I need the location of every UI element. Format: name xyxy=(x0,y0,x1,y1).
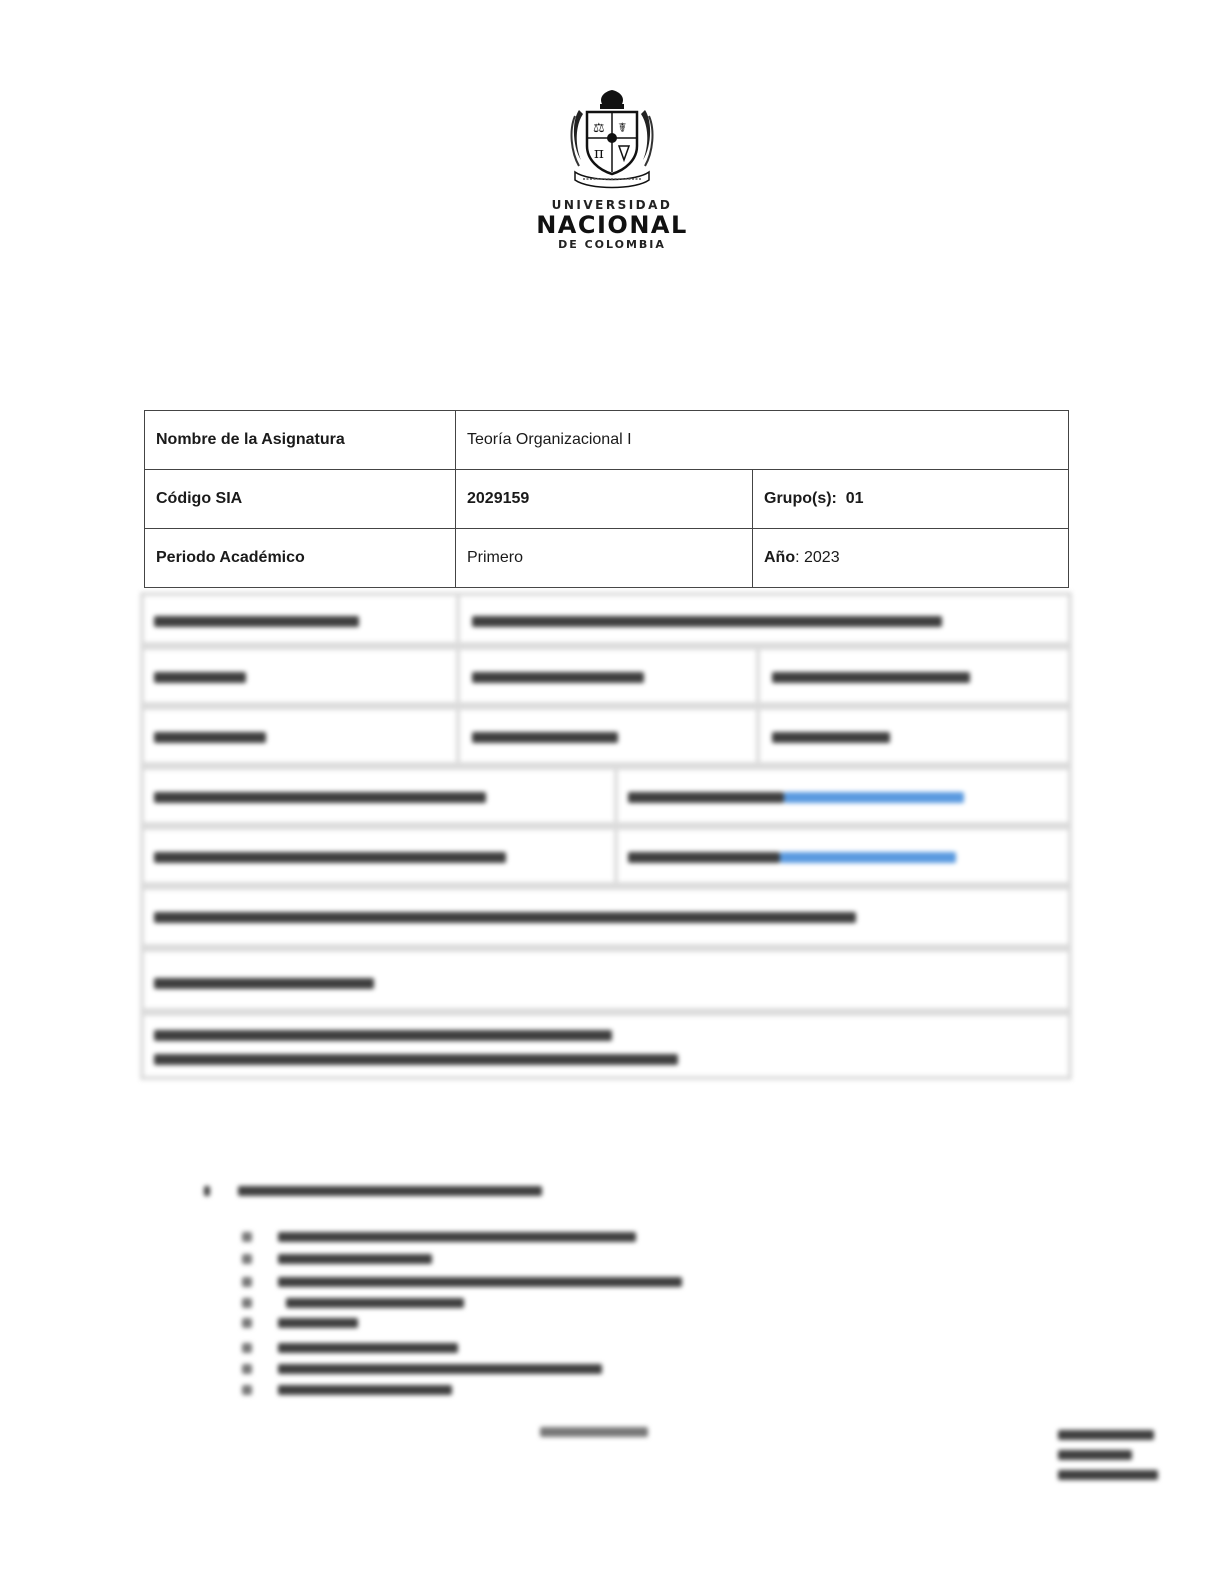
university-crest-icon xyxy=(569,86,655,190)
group-value: 01 xyxy=(845,490,864,507)
code-label: Código SIA xyxy=(145,470,456,529)
year-cell: Año: 2023 xyxy=(753,529,1069,588)
redacted-footer-note xyxy=(1058,1426,1162,1484)
institution-line-1: UNIVERSIDAD xyxy=(551,198,673,212)
redacted-list xyxy=(200,1180,700,1410)
table-row xyxy=(145,470,1069,529)
redacted-row xyxy=(140,1012,1072,1080)
institution-line-2: NACIONAL xyxy=(536,211,688,239)
course-info-table xyxy=(144,410,1069,588)
period-value: Primero xyxy=(456,529,753,588)
svg-text:☤: ☤ xyxy=(618,121,627,136)
svg-text:⚖: ⚖ xyxy=(593,121,605,136)
year-value: 2023 xyxy=(804,549,840,566)
code-value: 2029159 xyxy=(456,470,753,529)
redacted-row xyxy=(140,592,1072,646)
redacted-table-section xyxy=(140,592,1072,1080)
redacted-row xyxy=(140,826,1072,886)
university-logo xyxy=(512,86,712,251)
subject-value: Teoría Organizacional I xyxy=(456,411,1069,470)
table-row xyxy=(145,529,1069,588)
period-label: Periodo Académico xyxy=(145,529,456,588)
redacted-row xyxy=(140,766,1072,826)
group-label: Grupo(s): xyxy=(764,490,837,507)
redacted-page-number xyxy=(540,1424,652,1440)
institution-line-3: DE COLOMBIA xyxy=(558,238,666,251)
redacted-row xyxy=(140,706,1072,766)
svg-text:π: π xyxy=(594,144,604,162)
year-label: Año xyxy=(764,549,796,566)
table-row xyxy=(145,411,1069,470)
redacted-row xyxy=(140,646,1072,706)
group-cell xyxy=(753,470,1069,529)
subject-label: Nombre de la Asignatura xyxy=(145,411,456,470)
redacted-row xyxy=(140,948,1072,1012)
redacted-row xyxy=(140,886,1072,948)
